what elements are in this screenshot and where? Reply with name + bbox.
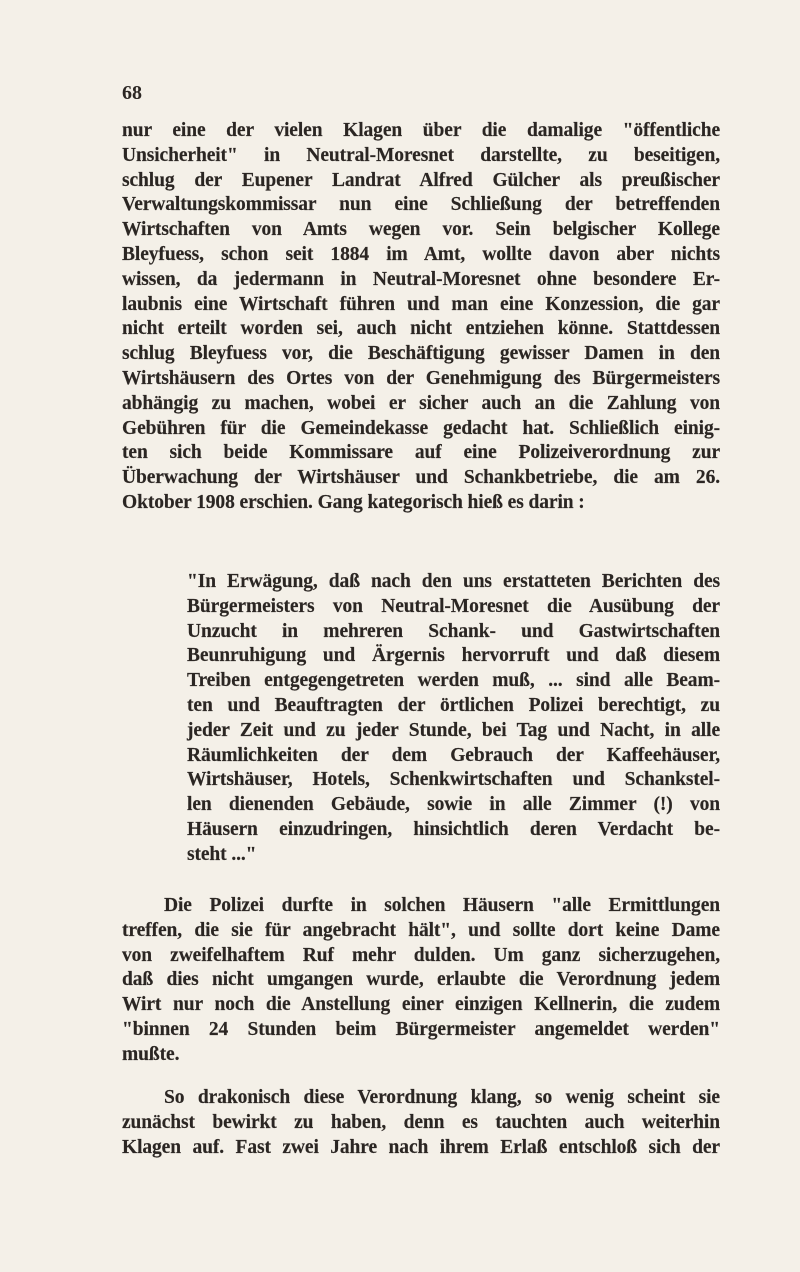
text-line: Wirt nur noch die Anstellung einer einzigen Kellnerin, die zudem [122,994,720,1016]
text-line: ten und Beauftragten der örtlichen Polizei berechtigt, zu [187,694,720,716]
text-line: Oktober 1908 erschien. Gang kategorisch hieß es darin : [122,491,585,513]
text-line: Die Polizei durfte in solchen Häusern "alle Ermittlungen [164,895,720,916]
text-line: von zweifelhaftem Ruf mehr dulden. Um ganz sicherzugehen, [122,944,720,966]
text-line: Überwachung der Wirtshäuser und Schankbetriebe, die am 26. [122,467,720,489]
paragraph-continued [122,119,720,516]
text-line: Treiben entgegengetreten werden muß, ... sind alle Beam- [187,670,720,692]
text-line: Verwaltungskommissar nun eine Schließung der betreffenden [122,194,720,216]
paragraph-police [122,894,720,1068]
block-quote [187,570,720,868]
text-line: zunächst bewirkt zu haben, denn es tauchten auch weiterhin [122,1111,720,1133]
text-line: schlug der Eupener Landrat Alfred Gülcher als preußischer [122,169,720,191]
text-line: Klagen auf. Fast zwei Jahre nach ihrem Erlaß entschloß sich der [122,1136,720,1158]
text-line: Unzucht in mehreren Schank- und Gastwirtschaften [187,620,720,642]
text-line: Bleyfuess, schon seit 1884 im Amt, wollte davon aber nichts [122,243,720,265]
text-line: daß dies nicht umgangen wurde, erlaubte die Verordnung jedem [122,969,720,991]
text-line: Räumlichkeiten der dem Gebrauch der Kaffeehäuser, [187,744,720,766]
paragraph-draconic [122,1086,720,1160]
text-line: "binnen 24 Stunden beim Bürgermeister angemeldet werden" [122,1018,720,1040]
text-line: "In Erwägung, daß nach den uns erstatteten Berichten des [187,571,720,592]
text-line: abhängig zu machen, wobei er sicher auch an die Zahlung von [122,392,720,414]
text-line: Bürgermeisters von Neutral-Moresnet die Ausübung der [187,595,720,617]
text-line: nicht erteilt worden sei, auch nicht entziehen könne. Stattdessen [122,318,720,340]
text-line: Häusern einzudringen, hinsichtlich deren Verdacht be- [187,818,720,840]
text-line: Beunruhigung und Ärgernis hervorruft und daß diesem [187,645,720,667]
text-line: nur eine der vielen Klagen über die damalige "öffentliche [122,120,720,141]
text-line: Unsicherheit" in Neutral-Moresnet darstellte, zu beseitigen, [122,144,720,166]
text-line: treffen, die sie für angebracht hält", und sollte dort keine Dame [122,919,720,941]
text-line: wissen, da jedermann in Neutral-Moresnet ohne besondere Er- [122,268,720,290]
text-line: Wirtshäuser, Hotels, Schenkwirtschaften und Schankstel- [187,769,720,791]
text-line: Gebühren für die Gemeindekasse gedacht hat. Schließlich einig- [122,417,720,439]
text-line: Wirtshäusern des Ortes von der Genehmigung des Bürgermeisters [122,367,720,389]
text-line: Wirtschaften von Amts wegen vor. Sein belgischer Kollege [122,219,720,241]
text-line: ten sich beide Kommissare auf eine Polizeiverordnung zur [122,442,720,464]
text-line: steht ..." [187,843,257,865]
text-line: jeder Zeit und zu jeder Stunde, bei Tag und Nacht, in alle [187,719,720,741]
page-number: 68 [122,82,142,104]
text-line: len dienenden Gebäude, sowie in alle Zimmer (!) von [187,794,720,816]
text-line: So drakonisch diese Verordnung klang, so wenig scheint sie [164,1087,720,1108]
text-line: laubnis eine Wirtschaft führen und man eine Konzession, die gar [122,293,720,315]
text-line: schlug Bleyfuess vor, die Beschäftigung gewisser Damen in den [122,343,720,365]
text-line: mußte. [122,1043,180,1065]
